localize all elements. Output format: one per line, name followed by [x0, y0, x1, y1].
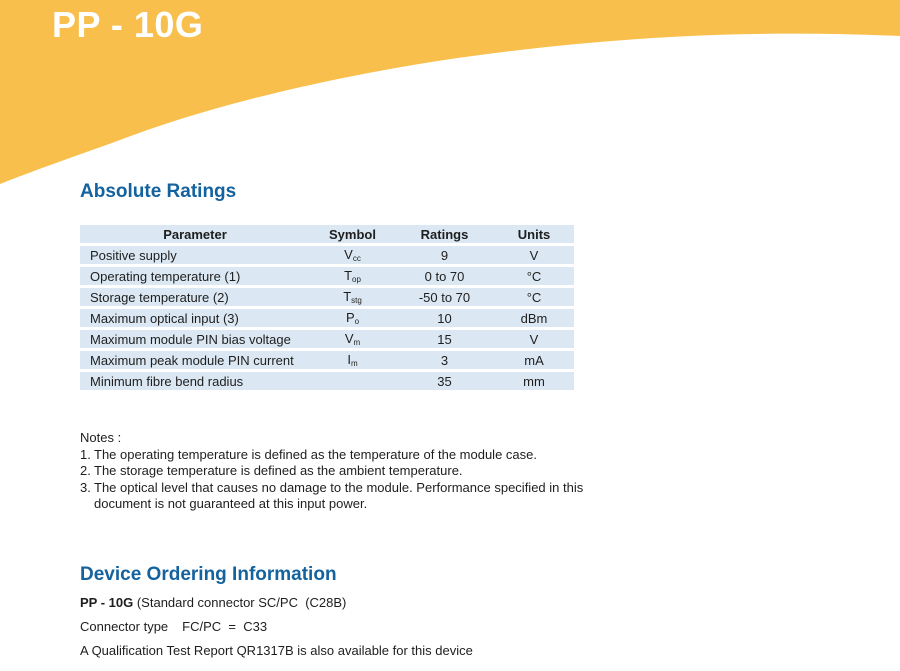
cell-symbol: Tstg — [310, 288, 395, 306]
cell-symbol: Po — [310, 309, 395, 327]
note-text: The operating temperature is defined as the temperature of the module case. — [94, 446, 537, 462]
cell-rating: 35 — [395, 372, 494, 390]
note-item — [80, 447, 600, 464]
notes-section — [80, 430, 600, 513]
device-ordering-heading: Device Ordering Information — [80, 564, 337, 585]
cell-symbol: Vcc — [310, 246, 395, 264]
cell-rating: -50 to 70 — [395, 288, 494, 306]
cell-symbol — [310, 372, 395, 390]
column-header-parameter: Parameter — [80, 225, 310, 243]
cell-parameter: Maximum peak module PIN current — [80, 351, 310, 369]
table-row — [80, 309, 574, 327]
product-title: PP - 10G — [52, 4, 204, 45]
absolute-ratings-heading: Absolute Ratings — [80, 181, 237, 202]
note-number: 2. — [80, 463, 91, 478]
notes-title: Notes : — [80, 430, 122, 445]
note-number: 3. — [80, 479, 91, 495]
cell-rating: 10 — [395, 309, 494, 327]
note-text: The optical level that causes no damage to the module. Performance specified in this document is not guaranteed at this input power. — [94, 479, 584, 511]
table-row — [80, 330, 574, 348]
ordering-info — [80, 595, 473, 667]
cell-rating: 9 — [395, 246, 494, 264]
cell-parameter: Minimum fibre bend radius — [80, 372, 310, 390]
cell-symbol: Vm — [310, 330, 395, 348]
qualification-report-line: A Qualification Test Report QR1317B is also available for this device — [80, 643, 473, 658]
ordering-connector-line — [80, 619, 473, 634]
column-header-units: Units — [494, 225, 574, 243]
cell-rating: 3 — [395, 351, 494, 369]
cell-unit: °C — [494, 288, 574, 306]
cell-rating: 0 to 70 — [395, 267, 494, 285]
ordering-product-desc: (Standard connector SC/PC (C28B) — [133, 595, 347, 610]
ordering-product-name: PP - 10G — [80, 595, 134, 610]
cell-parameter: Positive supply — [80, 246, 310, 264]
cell-unit: dBm — [494, 309, 574, 327]
note-number: 1. — [80, 446, 91, 462]
note-text: The storage temperature is defined as the ambient temperature. — [94, 463, 463, 478]
note-item — [80, 463, 600, 480]
table-header-row — [80, 225, 574, 243]
cell-parameter: Maximum optical input (3) — [80, 309, 310, 327]
cell-symbol: Im — [310, 351, 395, 369]
table-row — [80, 246, 574, 264]
table-row — [80, 372, 574, 390]
column-header-symbol: Symbol — [310, 225, 395, 243]
cell-unit: mm — [494, 372, 574, 390]
connector-type-label: Connector type — [80, 619, 169, 634]
cell-unit: V — [494, 246, 574, 264]
absolute-ratings-table — [80, 222, 574, 393]
cell-parameter: Maximum module PIN bias voltage — [80, 330, 310, 348]
cell-unit: mA — [494, 351, 574, 369]
table-row — [80, 288, 574, 306]
cell-unit: V — [494, 330, 574, 348]
ordering-product-line — [80, 595, 473, 610]
cell-parameter: Operating temperature (1) — [80, 267, 310, 285]
connector-type-value: FC/PC = C33 — [182, 619, 268, 634]
cell-rating: 15 — [395, 330, 494, 348]
table-row — [80, 351, 574, 369]
cell-unit: °C — [494, 267, 574, 285]
table-row — [80, 267, 574, 285]
cell-symbol: Top — [310, 267, 395, 285]
cell-parameter: Storage temperature (2) — [80, 288, 310, 306]
note-item — [80, 480, 600, 513]
column-header-ratings: Ratings — [395, 225, 494, 243]
